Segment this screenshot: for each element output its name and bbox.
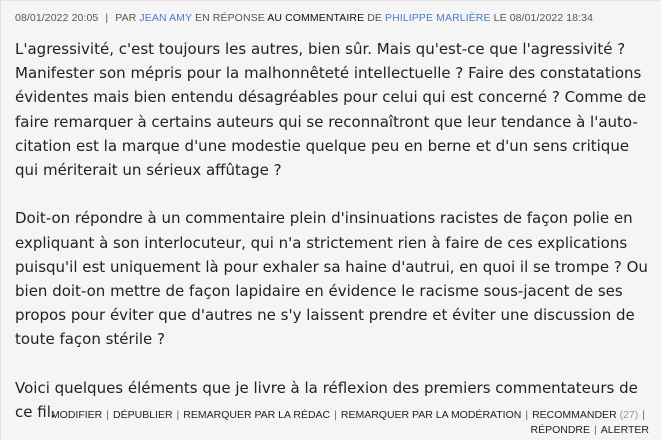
feature-moderation-link[interactable]: REMARQUER PAR LA MODÉRATION bbox=[340, 409, 522, 421]
comment-meta bbox=[15, 12, 593, 24]
action-separator: | bbox=[594, 424, 597, 436]
the-label: LE bbox=[493, 12, 507, 24]
recommend-count: (27) bbox=[619, 409, 639, 421]
comment-body bbox=[15, 37, 655, 448]
comment-paragraph: Voici quelques éléments que je livre à la réflexion des premiers commentateurs de ce fil. bbox=[15, 378, 638, 422]
author-link[interactable]: JEAN AMY bbox=[139, 12, 192, 24]
of-label: DE bbox=[367, 12, 382, 24]
by-label: PAR bbox=[115, 12, 137, 24]
comment-actions bbox=[29, 408, 649, 438]
meta-separator: | bbox=[105, 12, 109, 24]
action-separator: | bbox=[334, 409, 337, 421]
modify-link[interactable]: MODIFIER bbox=[50, 409, 103, 421]
report-link[interactable]: ALERTER bbox=[600, 424, 649, 436]
parent-comment-link[interactable]: AU COMMENTAIRE bbox=[267, 12, 365, 24]
action-separator: | bbox=[642, 409, 645, 421]
parent-author-link[interactable]: PHILIPPE MARLIÈRE bbox=[385, 12, 491, 24]
action-separator: | bbox=[106, 409, 110, 421]
reply-label: EN RÉPONSE bbox=[194, 12, 265, 24]
parent-comment-date: 08/01/2022 18:34 bbox=[509, 12, 594, 24]
action-separator: | bbox=[525, 409, 529, 421]
comment-paragraph: Doit-on répondre à un commentaire plein d'insinuations racistes de façon polie en expliquant à son interlocuteur, qui n'a strictement rien à faire de ces explications puisqu'il est uniquement là pour exhaler sa haine d'autrui, en quoi il se trompe ? Ou bien doit-on mettre de façon lapidaire en évidence le racisme sous-jacent de ses propos pour éviter que d'autres ne s'y laissent prendre et éviter une discussion de toute façon stérile ? bbox=[15, 209, 648, 349]
reply-link[interactable]: RÉPONDRE bbox=[530, 424, 591, 436]
feature-editorial-link[interactable]: REMARQUER PAR LA RÉDAC bbox=[183, 409, 331, 421]
action-separator: | bbox=[176, 409, 180, 421]
comment-paragraph: L'agressivité, c'est toujours les autres, bien sûr. Mais qu'est-ce que l'agressivité ? Manifester son mépris pour la malhonnêteté intellectuelle ? Faire des constatations évidentes mais bien entendu désagréables pour celui qui est concerné ? Comme de faire remarquer à certains auteurs qui se reconnaîtront que leur tendance à l'auto-citation est la marque d'une modestie quelque peu en berne et d'un sens critique qui mériterait un sérieux affûtage ? bbox=[15, 40, 647, 180]
comment-date: 08/01/2022 20:05 bbox=[15, 12, 99, 24]
unpublish-link[interactable]: DÉPUBLIER bbox=[113, 409, 173, 421]
recommend-link[interactable]: RECOMMANDER bbox=[532, 409, 617, 421]
